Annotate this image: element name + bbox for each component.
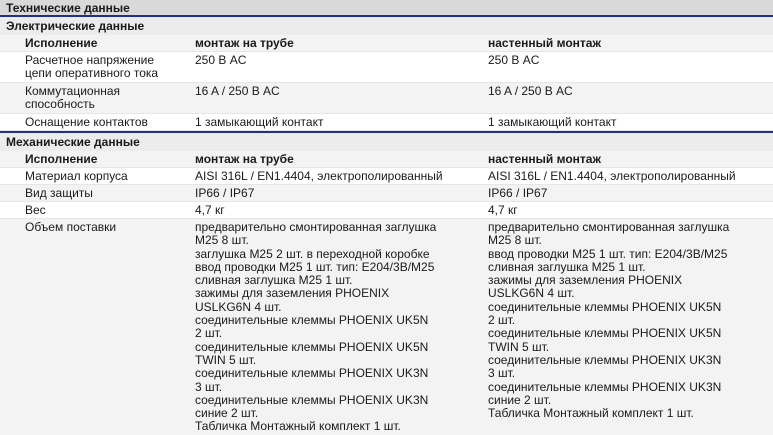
- table-row: [0, 219, 773, 435]
- row-label: Материал корпуса: [25, 169, 128, 183]
- section-heading-electrical: [0, 17, 773, 35]
- table-row: [0, 52, 773, 83]
- row-value-col1: 250 В AC: [195, 53, 247, 67]
- header-col2: настенный монтаж: [488, 152, 601, 166]
- table-header-row: [0, 151, 773, 168]
- header-label: Исполнение: [25, 36, 98, 50]
- row-label: Вид защиты: [25, 186, 93, 200]
- header-col1: монтаж на трубе: [195, 152, 294, 166]
- table-row: [0, 202, 773, 219]
- table-row: [0, 168, 773, 185]
- row-value-col1: 16 A / 250 В AC: [195, 84, 280, 98]
- row-value-col2: IP66 / IP67: [488, 186, 548, 200]
- row-value-col1: 4,7 кг: [195, 203, 225, 217]
- title-bar: [0, 0, 773, 17]
- header-label: Исполнение: [25, 152, 98, 166]
- row-value-col1: предварительно смонтированная заглушка M25 8 шт. заглушка M25 2 шт. в переходной коробке ввод проводки M25 1 шт. тип: E204/3B/M25 сливная заглушка M25 1 шт. зажимы для заземления PHOENIX USLKG6N 4 шт. соединительные клеммы PHOENIX UK5N 2 шт. соединительные клеммы PHOENIX UK5N TWIN 5 шт. соединительные клеммы PHOENIX UK3N 3 шт. соединительные клеммы PHOENIX UK3N синие 2 шт. Табличка Монтажный комплект 1 шт.: [195, 220, 437, 434]
- header-col1: монтаж на трубе: [195, 36, 294, 50]
- row-value-col2: 4,7 кг: [488, 203, 518, 217]
- section-title: Электрические данные: [6, 19, 145, 33]
- section-heading-mechanical: [0, 133, 773, 151]
- table-row: [0, 83, 773, 114]
- header-col2: настенный монтаж: [488, 36, 601, 50]
- table-header-row: [0, 35, 773, 52]
- row-label: Объем поставки: [25, 220, 117, 234]
- table-row: [0, 185, 773, 202]
- section-title: Механические данные: [6, 135, 140, 149]
- row-value-col2: AISI 316L / EN1.4404, электрополированный: [488, 169, 736, 183]
- page-title: Технические данные: [6, 1, 130, 15]
- table-row: [0, 114, 773, 131]
- row-label: Вес: [25, 203, 46, 217]
- row-value-col2: 250 В AC: [488, 53, 540, 67]
- row-value-col1: IP66 / IP67: [195, 186, 255, 200]
- row-value-col2: 1 замыкающий контакт: [488, 115, 617, 129]
- row-label: Расчетное напряжение цепи оперативного тока: [25, 53, 159, 80]
- row-label: Оснащение контактов: [25, 115, 148, 129]
- row-label: Коммутационная способность: [25, 84, 121, 111]
- row-value-col1: AISI 316L / EN1.4404, электрополированный: [195, 169, 443, 183]
- row-value-col1: 1 замыкающий контакт: [195, 115, 324, 129]
- row-value-col2: 16 A / 250 В AC: [488, 84, 573, 98]
- row-value-col2: предварительно смонтированная заглушка M25 8 шт. ввод проводки M25 1 шт. тип: E204/3B/M25 сливная заглушка M25 1 шт. зажимы для заземления PHOENIX USLKG6N 4 шт. соединительные клеммы PHOENIX UK5N 2 шт. соединительные клеммы PHOENIX UK5N TWIN 5 шт. соединительные клеммы PHOENIX UK3N 3 шт. соединительные клеммы PHOENIX UK3N синие 2 шт. Табличка Монтажный комплект 1 шт.: [488, 220, 730, 421]
